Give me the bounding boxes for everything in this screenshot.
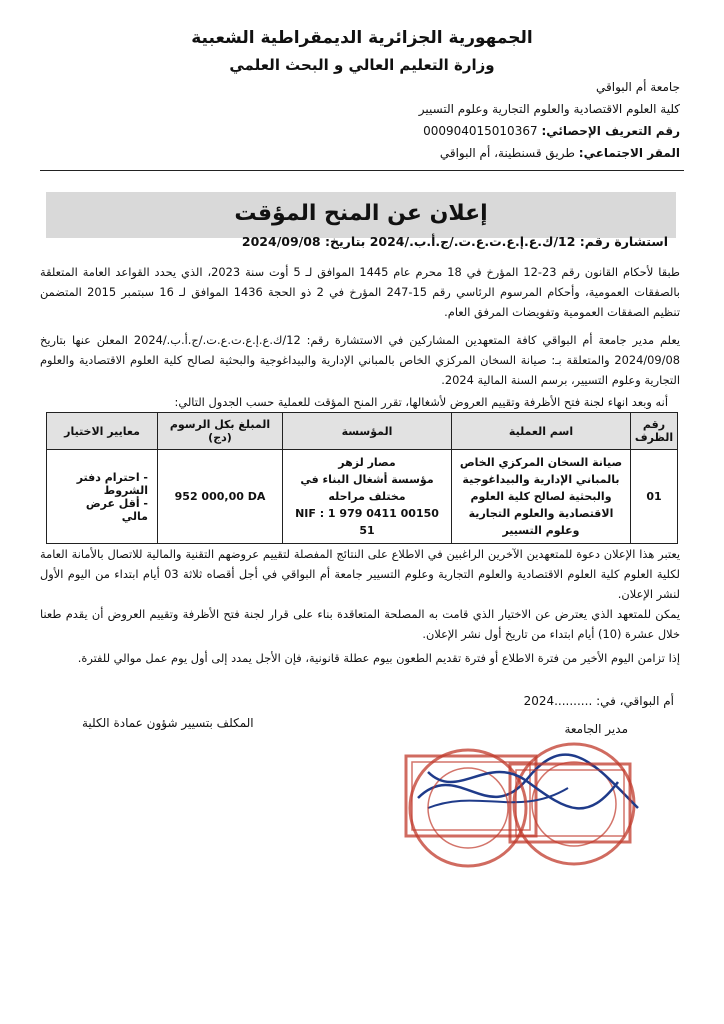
stat-id	[423, 124, 680, 138]
header-divider	[40, 170, 684, 171]
faculty-name: كلية العلوم الاقتصادية والعلوم التجارية وعلوم التسيير	[418, 102, 680, 116]
director-title: مدير الجامعة	[564, 722, 628, 736]
table-header-row	[47, 413, 678, 450]
paragraph-legal-basis: طبقا لأحكام القانون رقم 23-12 المؤرخ في 18 محرم عام 1445 الموافق لـ 5 أوت سنة 2023، الذي يحدد القواعد العامة المتعلقة بالصفقات العمومية، وأحكام المرسوم الرئاسي رقم 15-247 المؤرخ في 2 ذو الحجة 1436 الموافق لـ 16 سبتمبر 2015 المتضمن تنظيم الصفقات العمومية وتفويضات المرفق العام.	[40, 265, 680, 319]
col-amount: المبلغ بكل الرسوم (دج)	[158, 413, 283, 450]
paragraph-holiday: إذا تزامن اليوم الأخير من فترة الاطلاع أو فترة تقديم الطعون بيوم عطلة قانونية، فإن الأجل يمدد إلى أول يوم عمل موالي للفترة.	[77, 651, 680, 665]
table-row	[47, 450, 678, 544]
stat-id-value: 000904015010367	[423, 124, 538, 138]
headquarters	[440, 146, 680, 160]
paragraph-invitation: يعتبر هذا الإعلان دعوة للمتعهدين الآخرين الراغبين في الاطلاع على النتائج المفصلة لتقييم عروضهم التقنية والمالية للاتصال بالأمانة العامة لكلية العلوم كلية العلوم الاقتصادية والعلوم التجارية وعلوم التسيير جامعة أم البواقي في أجل أقصاه ثلاثة 03 أيام ابتداء من اليوم الأول لنشر الإعلان.	[40, 547, 680, 601]
stat-id-label: رقم التعريف الإحصائي:	[541, 124, 680, 138]
company-cell	[283, 450, 452, 544]
criteria-list	[48, 471, 156, 523]
paragraph-notice: يعلم مدير جامعة أم البواقي كافة المتعهدين المشاركين في الاستشارة رقم: 12/ك.ع.إ.ع.ت.ع.ت./ج.أ.ب./2024 المعلن عنها بتاريخ 2024/09/08 والمتعلقة بـ: صيانة السخان المركزي الخاص بالمباني الإدارية والبيداغوجية والبحثية لصالح كلية العلوم الاقتصادية والعلوم التجارية وعلوم التسيير، برسم السنة المالية 2024.	[40, 333, 680, 387]
company-name: مصار لزهر	[338, 456, 396, 469]
criteria-item: - احترام دفتر الشروط	[56, 471, 148, 497]
award-table	[46, 412, 678, 544]
announcement-title: إعلان عن المنح المؤقت	[46, 192, 676, 238]
consultation-line: استشارة رقم: 12/ك.ع.إ.ع.ت.ع.ت./ج.أ.ب./2024 بتاريخ: 2024/09/08	[241, 234, 668, 249]
dean-stamp-and-signature	[398, 742, 638, 872]
ministry-heading: وزارة التعليم العالي و البحث العلمي	[229, 56, 495, 74]
paragraph-decision: أنه وبعد انهاء لجنة فتح الأظرفة وتقييم العروض لأشغالها، تقرر المنح المؤقت للعملية حسب الجدول التالي:	[174, 395, 668, 409]
hq-label: المقر الاجتماعي:	[578, 146, 680, 160]
criteria-cell	[47, 450, 158, 544]
col-envelope: رقم الظرف	[631, 413, 678, 450]
operation-name: صيانة السخان المركزي الخاص بالمباني الإدارية والبيداغوجية والبحثية لصالح كلية العلوم الاقتصادية والعلوم التجارية وعلوم التسيير	[452, 450, 631, 544]
dean-office-title: المكلف بتسيير شؤون عمادة الكلية	[82, 716, 254, 730]
col-company: المؤسسة	[283, 413, 452, 450]
place-date: أم البواقي، في: ..........2024	[523, 694, 674, 708]
company-nif: NIF : 1 979 0411 00150 51	[295, 507, 439, 537]
col-criteria: معايير الاختيار	[47, 413, 158, 450]
hq-value: طريق قسنطينة، أم البواقي	[439, 146, 575, 160]
paragraph-appeal: يمكن للمتعهد الذي يعترض عن الاختيار الذي قامت به المصلحة المتعاقدة بناء على قرار لجنة فتح الأظرفة وتقييم العروض أن يقدم طعنا خلال عشرة (10) أيام ابتداء من تاريخ أول نشر الإعلان.	[40, 607, 680, 641]
envelope-number: 01	[631, 450, 678, 544]
university-name: جامعة أم البواقي	[596, 80, 680, 94]
award-amount: 952 000,00 DA	[158, 450, 283, 544]
company-desc: مؤسسة أشغال البناء في مختلف مراحله	[300, 473, 434, 503]
republic-heading: الجمهورية الجزائرية الديمقراطية الشعبية	[191, 28, 533, 48]
criteria-item: - أقل عرض مالي	[56, 497, 148, 523]
col-operation: اسم العملية	[452, 413, 631, 450]
